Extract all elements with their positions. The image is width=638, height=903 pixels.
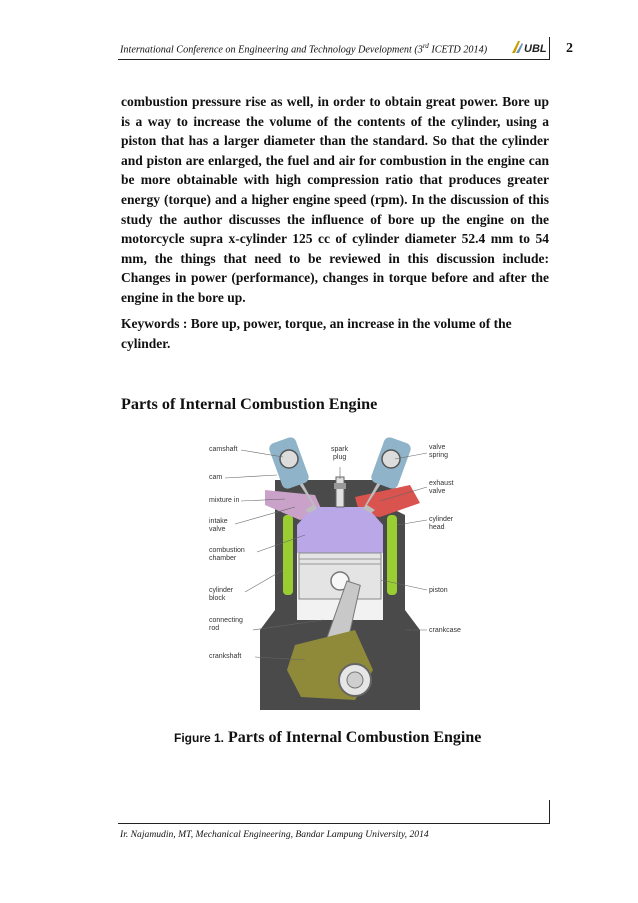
- label-cylinder-block-line1: cylinder: [209, 587, 234, 594]
- conference-logo: [510, 38, 550, 56]
- label-camshaft: camshaft: [209, 446, 238, 453]
- label-cylinder-block-line2: block: [209, 595, 226, 602]
- header-vertical-rule: [549, 37, 550, 60]
- keywords: Keywords : Bore up, power, torque, an increase in the volume of the cylinder.: [121, 316, 512, 351]
- engine-diagram-figure: [205, 435, 465, 720]
- running-header: [118, 38, 550, 58]
- label-mixture-in: mixture in: [209, 497, 240, 504]
- svg-text:UBL: UBL: [524, 43, 547, 55]
- header-text: International Conference on Engineering and Technology Development (3rd ICETD 2014): [120, 42, 488, 56]
- header-rule: [118, 59, 550, 60]
- running-footer: Ir. Najamudin, MT, Mechanical Engineering, Bandar Lampung University, 2014: [120, 829, 429, 840]
- footer-vertical-rule: [549, 800, 550, 824]
- figure-caption: [174, 729, 481, 747]
- label-connecting-rod-line2: rod: [209, 625, 220, 632]
- page-number: 2: [566, 41, 573, 56]
- label-spark-plug-line2: plug: [333, 454, 347, 461]
- label-valve-spring-line1: valve: [429, 444, 446, 451]
- label-exhaust-valve-line1: exhaust: [429, 480, 454, 487]
- label-spark-plug-line1: spark: [331, 446, 349, 453]
- label-intake-valve-line1: intake: [209, 518, 228, 525]
- label-combustion-chamber-line1: combustion: [209, 547, 245, 554]
- label-cam: cam: [209, 474, 223, 481]
- figure-caption-label: Figure 1.: [174, 731, 225, 745]
- logo-graphic: [510, 38, 550, 56]
- label-piston: piston: [429, 587, 448, 594]
- intake-cam: [280, 450, 298, 468]
- figure-caption-title: Parts of Internal Combustion Engine: [228, 729, 482, 746]
- label-exhaust-valve-line2: valve: [429, 488, 446, 495]
- coolant-jacket-left: [283, 515, 293, 595]
- header-superscript: rd: [422, 42, 429, 50]
- label-cylinder-head-line1: cylinder: [429, 516, 454, 523]
- label-valve-spring-line2: spring: [429, 452, 449, 459]
- label-intake-valve-line2: valve: [209, 526, 226, 533]
- label-combustion-chamber-line2: chamber: [209, 555, 237, 562]
- label-crankcase: crankcase: [429, 627, 461, 634]
- spark-plug: [336, 477, 344, 507]
- label-crankshaft: crankshaft: [209, 653, 242, 660]
- label-connecting-rod-line1: connecting: [209, 617, 243, 624]
- combustion-chamber: [297, 507, 383, 553]
- exhaust-cam: [382, 450, 400, 468]
- engine-diagram: [205, 435, 465, 720]
- abstract-continuation: combustion pressure rise as well, in order to obtain great power. Bore up is a way to increase the volume of the contents of the cylinder, using a piston that has a larger diameter than the standard. So that the cylinder and piston are enlarged, the fuel and air for combustion in the engine can be more obtainable with high compression ratio that produces greater energy (torque) and a higher engine speed (rpm). In the discussion of this study the author discusses the influence of bore up the engine on the motorcycle supra x-cylinder 125 cc of cylinder diameter 52.4 mm to 54 mm, the things that need to be reviewed in this discussion include: Changes in power (performance), changes in torque before and after the engine in the bore up.: [121, 94, 549, 305]
- section-heading: Parts of Internal Combustion Engine: [121, 395, 378, 413]
- footer-rule: [118, 823, 550, 824]
- label-cylinder-head-line2: head: [429, 524, 445, 531]
